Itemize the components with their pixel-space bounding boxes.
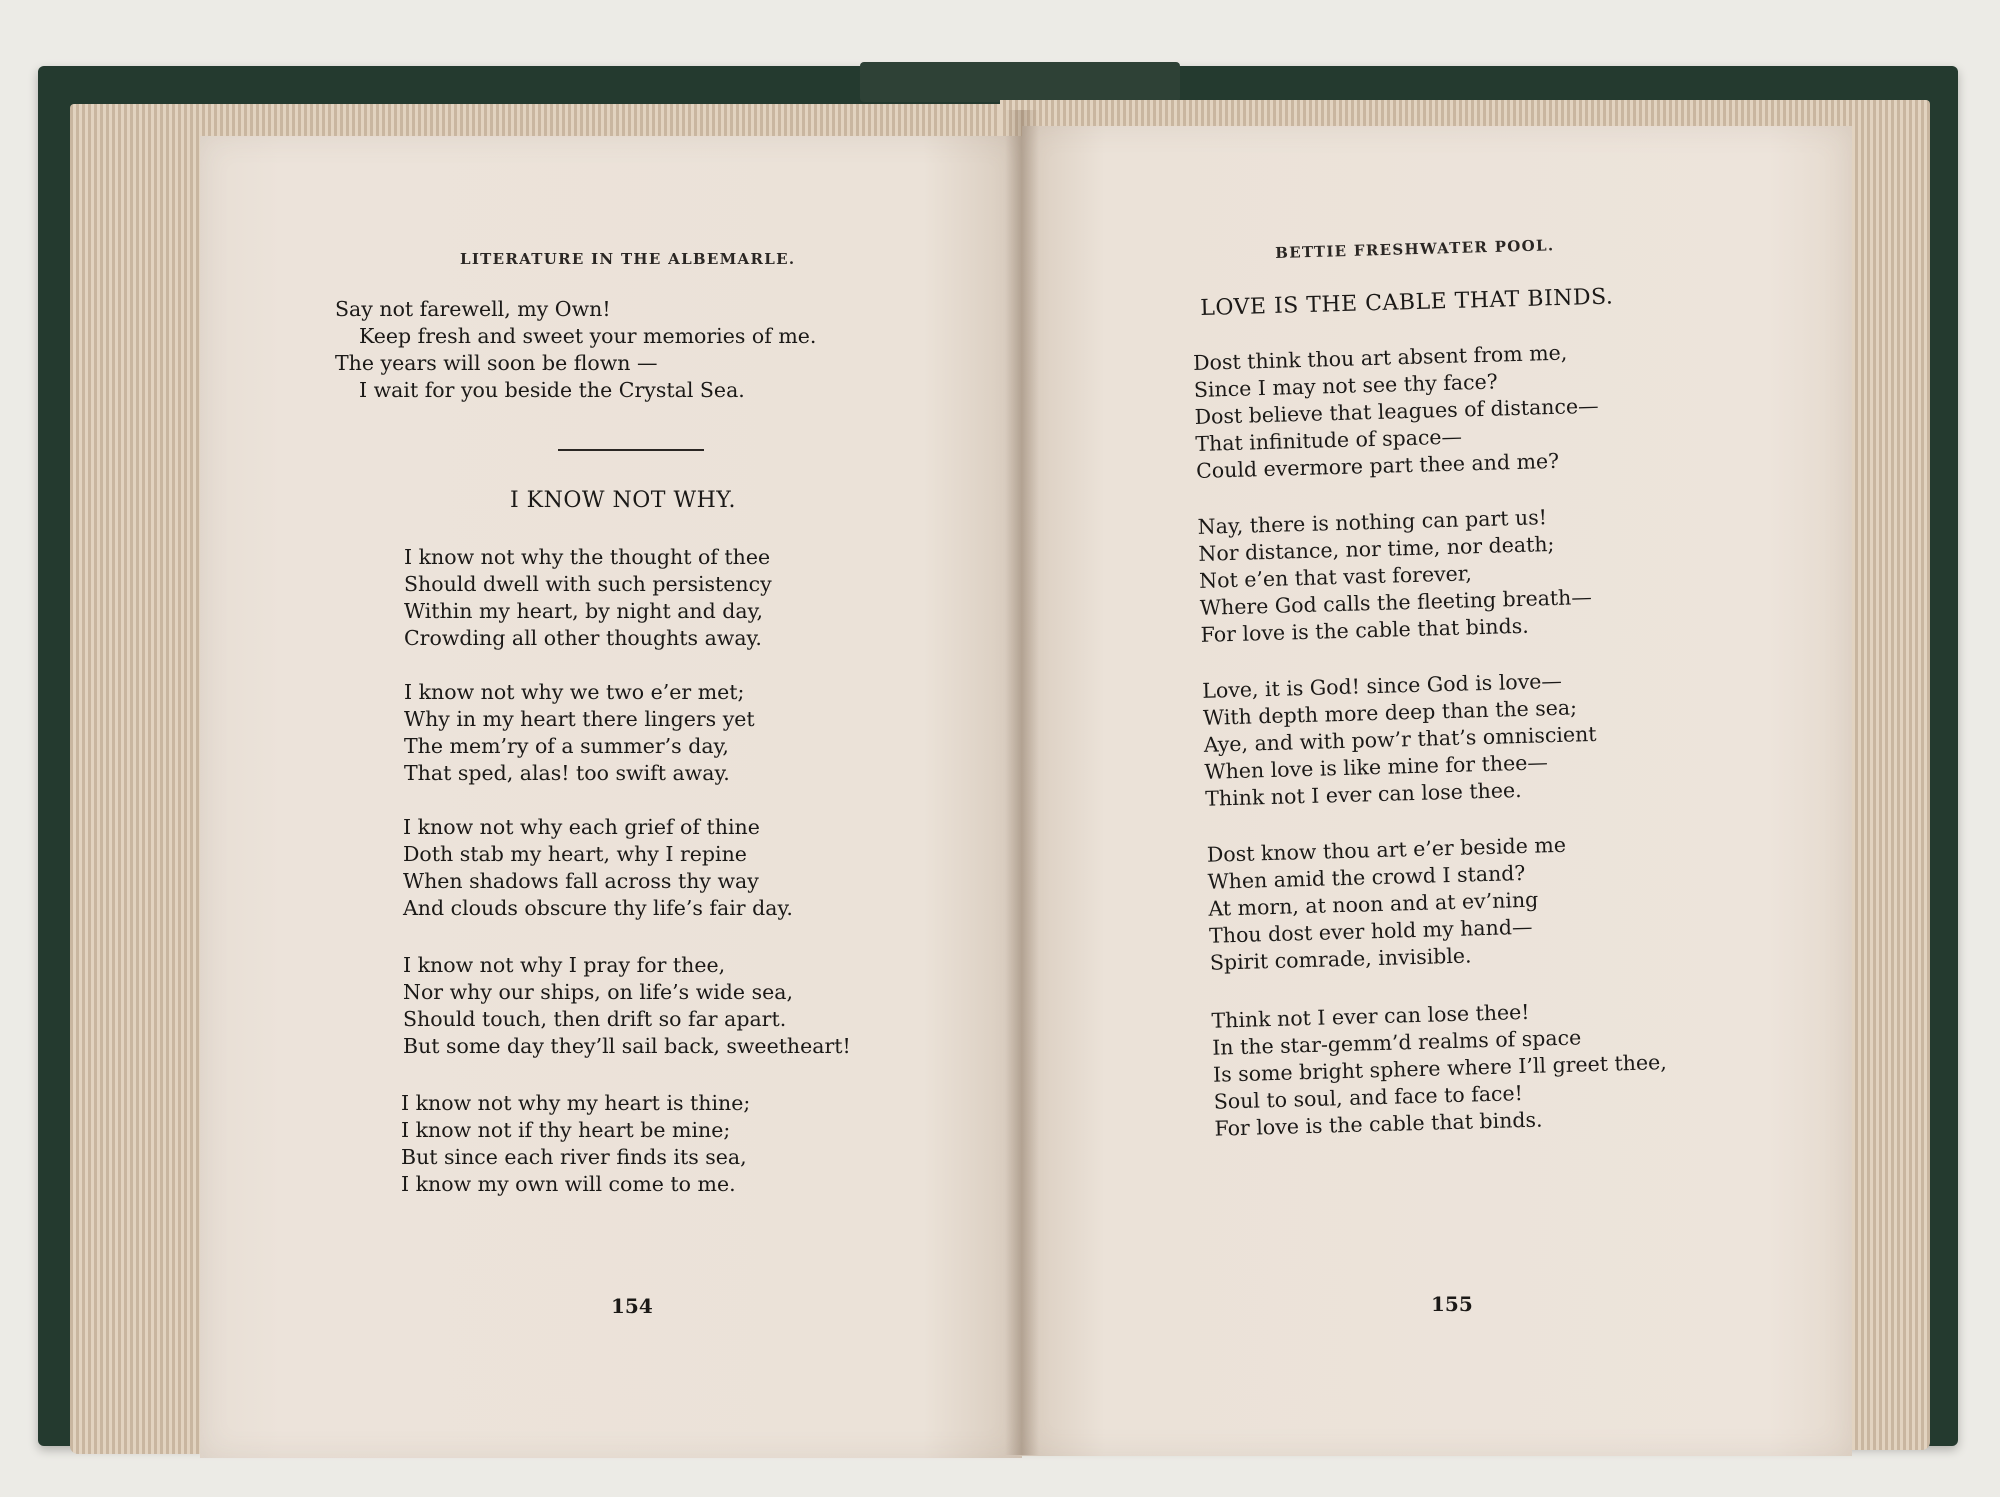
verse-line: Nor why our ships, on life’s wide sea, [403,980,793,1004]
left-running-head: LITERATURE IN THE ALBEMARLE. [460,250,796,268]
right-stanza-5 [1211,995,1668,1143]
verse-line: I know not if thy heart be mine; [401,1118,731,1142]
verse-line: I wait for you beside the Crystal Sea. [359,378,745,402]
verse-line: Keep fresh and sweet your memories of me. [359,324,817,348]
right-poem-title: LOVE IS THE CABLE THAT BINDS. [1200,284,1614,321]
verse-line: That infinitude of space— [1195,424,1463,456]
left-poem-title: I KNOW NOT WHY. [510,488,736,513]
verse-line: Within my heart, by night and day, [404,599,763,623]
verse-line: Should touch, then drift so far apart. [403,1007,787,1031]
verse-line: But since each river finds its sea, [401,1145,747,1169]
verse-line: Is some bright sphere where I’ll greet thee, [1212,1050,1667,1087]
verse-line: I know not why my heart is thine; [401,1091,751,1115]
verse-line: But some day they’ll sail back, sweetheart! [403,1034,851,1058]
verse-line: Why in my heart there lingers yet [404,707,755,731]
verse-line: I know not why the thought of thee [404,545,771,569]
verse-line: Dost believe that leagues of distance— [1194,393,1599,429]
verse-line: Since I may not see thy face? [1193,369,1498,402]
verse-line: In the star-gemm’d realms of space [1211,1025,1582,1060]
verse-line: The years will soon be flown — [335,351,658,375]
verse-line: And clouds obscure thy life’s fair day. [403,896,793,920]
verse-line: I know not why each grief of thine [403,815,760,839]
verse-line: When love is like mine for thee— [1204,750,1549,784]
right-stanza-4 [1207,832,1570,977]
verse-line: That sped, alas! too swift away. [404,761,730,785]
verse-line: Crowding all other thoughts away. [404,626,762,650]
right-running-head: BETTIE FRESHWATER POOL. [1275,236,1555,262]
verse-line: Nor distance, nor time, nor death; [1198,531,1555,566]
verse-line: Aye, and with pow’r that’s omniscient [1203,721,1597,757]
right-stanza-2 [1197,503,1593,649]
right-stanza-1 [1193,339,1601,485]
verse-line: When shadows fall across thy way [403,869,759,893]
verse-line: Nay, there is nothing can part us! [1197,505,1548,539]
section-divider [558,449,704,451]
verse-line: The mem’ry of a summer’s day, [404,734,729,758]
left-page-number: 154 [611,1294,653,1318]
verse-line: For love is the cable that binds. [1214,1107,1543,1141]
verse-line: Love, it is God! since God is love— [1201,668,1563,703]
verse-line: Where God calls the fleeting breath— [1199,584,1593,620]
verse-line: I know not why I pray for thee, [403,953,726,977]
verse-line: When amid the crowd I stand? [1207,860,1526,894]
verse-line: Think not I ever can lose thee. [1204,777,1522,811]
book-gutter [1005,110,1039,1455]
verse-line: Spirit comrade, invisible. [1209,943,1472,975]
verse-line: Soul to soul, and face to face! [1213,1081,1524,1114]
verse-line: Doth stab my heart, why I repine [403,842,747,866]
right-stanza-3 [1202,667,1598,813]
verse-line: At morn, at noon and at ev’ning [1208,887,1539,921]
verse-line: With depth more deep than the sea; [1202,695,1578,730]
verse-line: Say not farewell, my Own! [335,297,611,321]
verse-line: Dost know thou art e’er beside me [1206,832,1567,867]
verse-line: I know my own will come to me. [401,1172,736,1196]
verse-line: I know not why we two e’er met; [404,680,745,704]
verse-line: Thou dost ever hold my hand— [1208,914,1533,948]
right-page-number: 155 [1431,1292,1473,1316]
verse-line: For love is the cable that binds. [1200,613,1530,647]
verse-line: Dost think thou art absent from me, [1192,340,1568,375]
verse-line: Think not I ever can lose thee! [1211,999,1530,1033]
verse-line: Could evermore part thee and me? [1195,448,1560,483]
verse-line: Not e’en that vast forever, [1198,561,1473,593]
verse-line: Should dwell with such persistency [404,572,772,596]
book-spine [860,62,1180,102]
